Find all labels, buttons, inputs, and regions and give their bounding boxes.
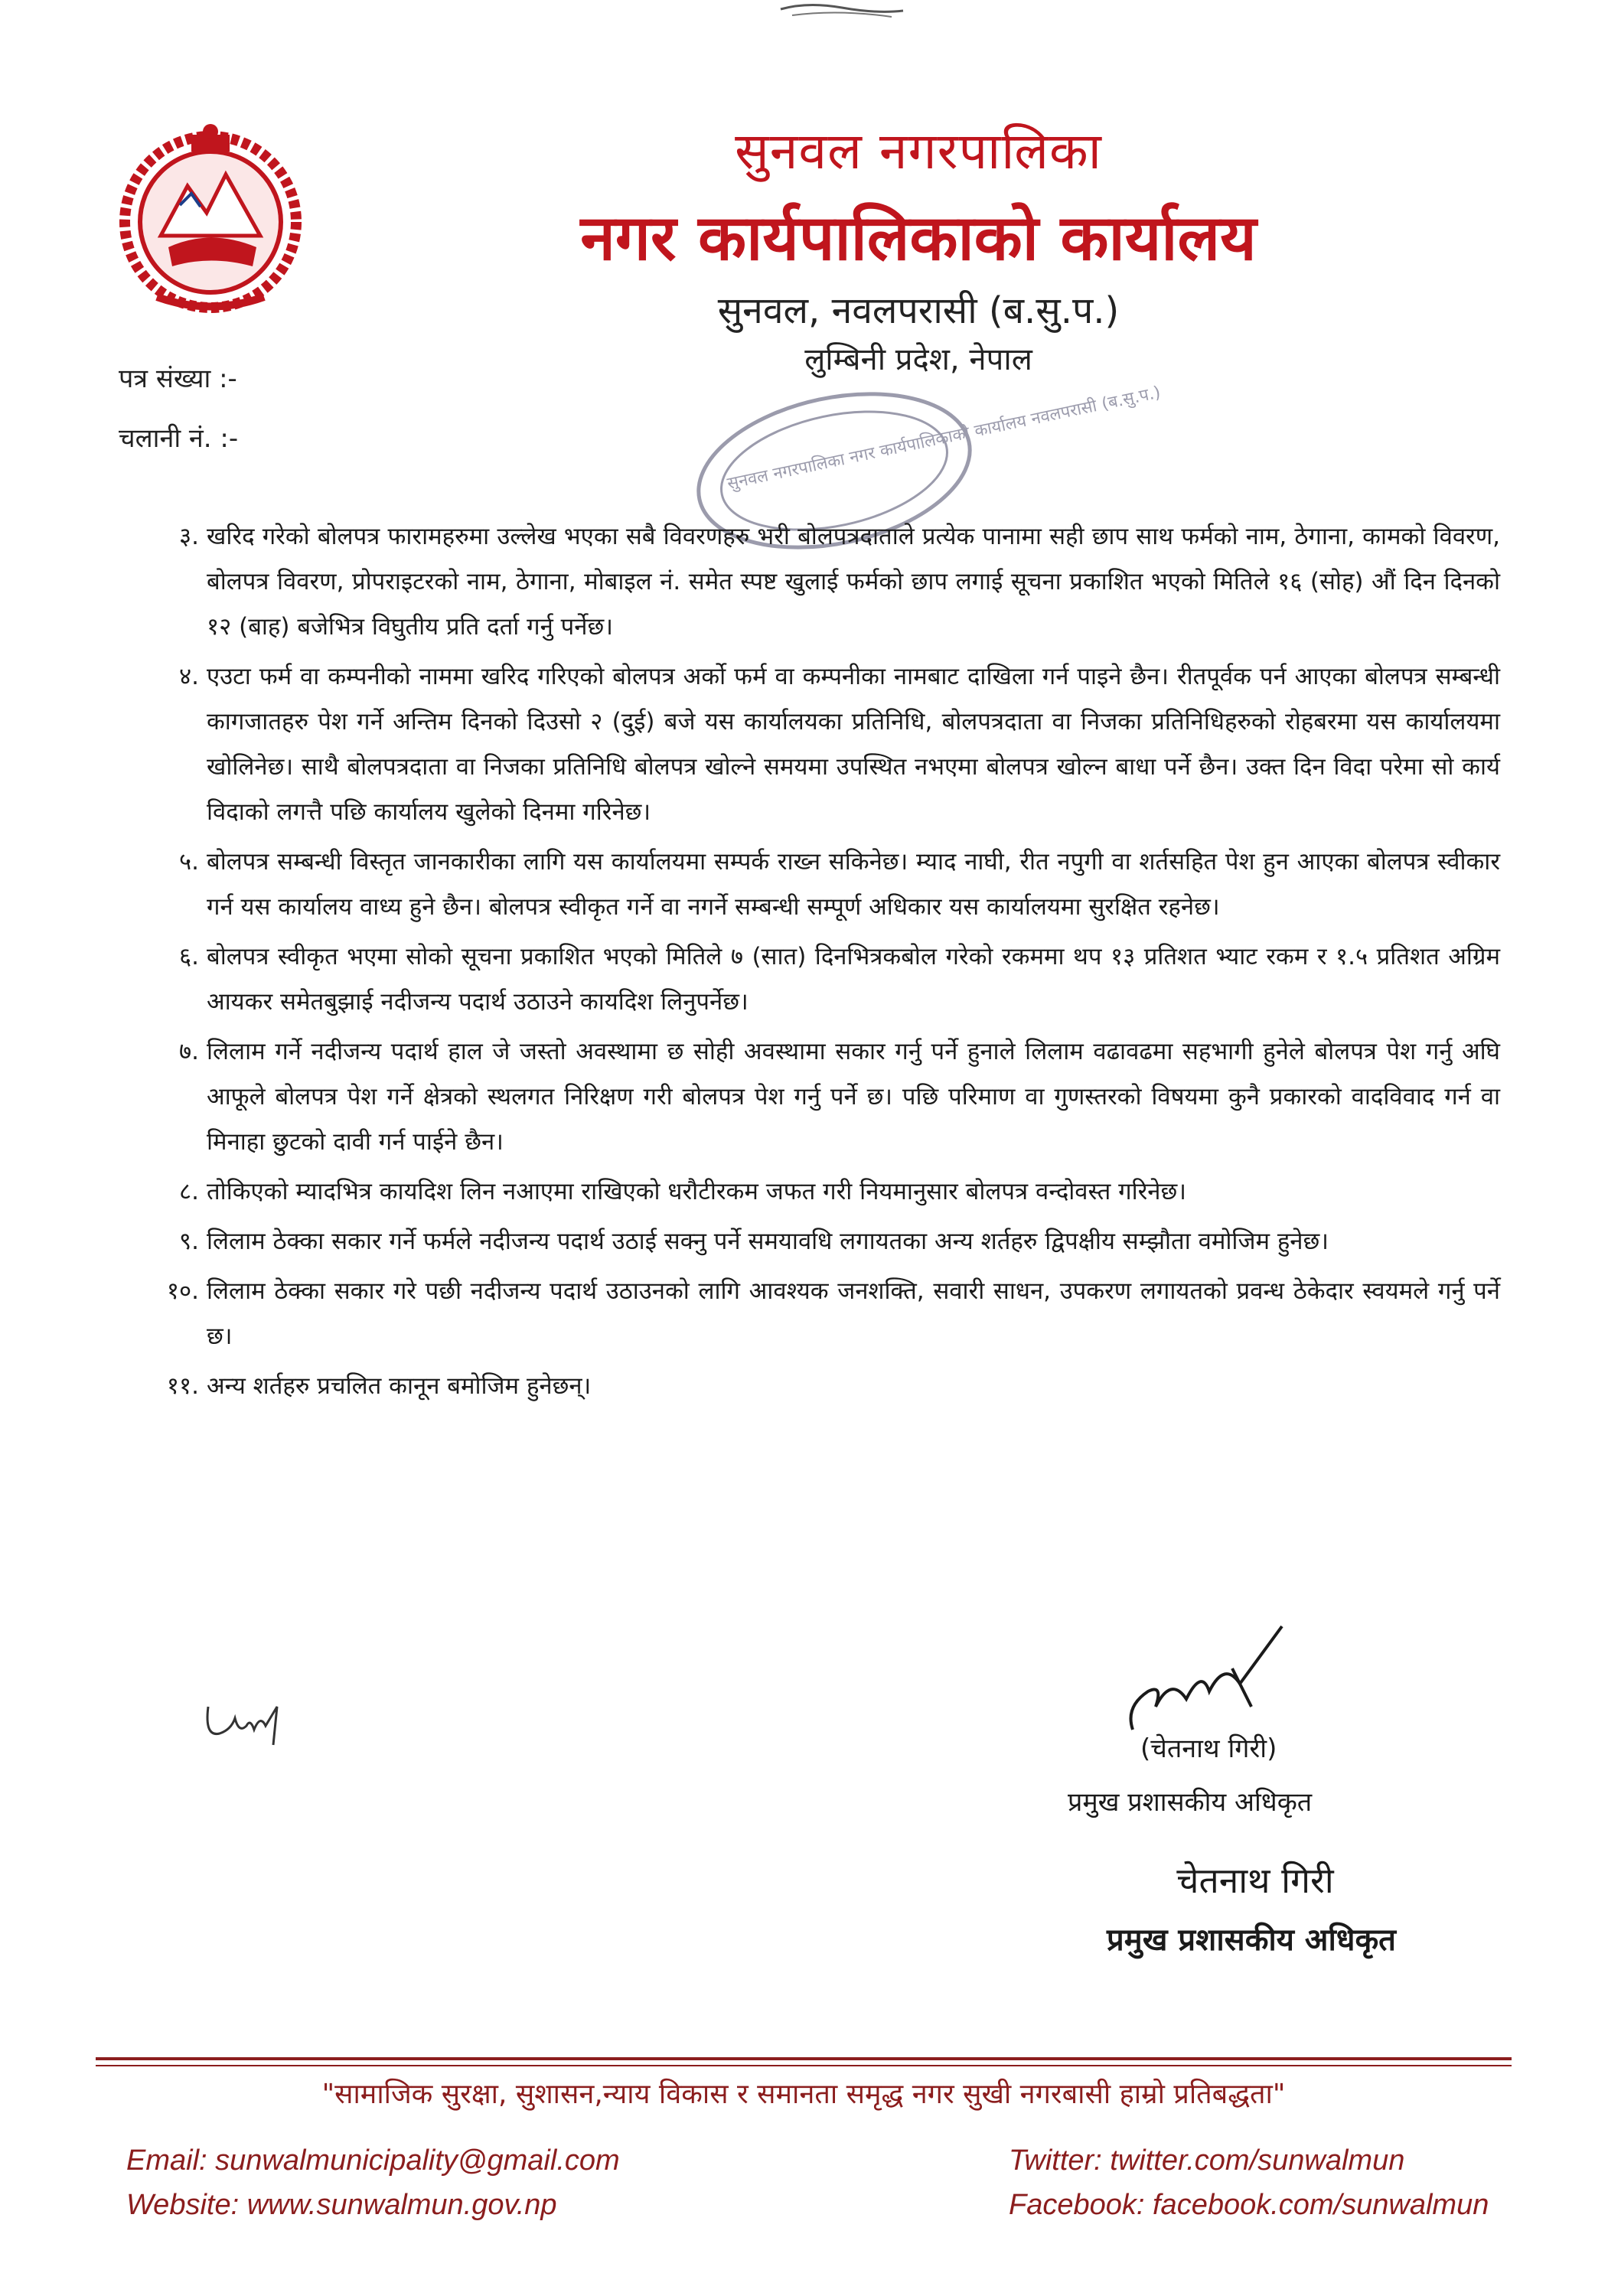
footer-twitter: Twitter: twitter.com/sunwalmun — [1009, 2144, 1405, 2177]
item-text: खरिद गरेको बोलपत्र फारामहरुमा उल्लेख भएका सबै विवरणहरु भरी बोलपत्रदाताले प्रत्येक पानामा सही छाप साथ फर्मको नाम, ठेगाना, कामको विवरण, बोलपत्र विवरण, प्रोपराइटरको नाम, ठेगाना, मोबाइल नं. समेत स्पष्ट खुलाई फर्मको छाप लगाई सूचना प्रकाशित भएको मितिले १६ (सोह) औं दिन दिनको १२ (बाह) बजेभित्र विघुतीय प्रति दर्ता गर्नु पर्नेछ। — [207, 523, 1500, 641]
item-text: एउटा फर्म वा कम्पनीको नाममा खरिद गरिएको बोलपत्र अर्को फर्म वा कम्पनीका नामबाट दाखिला गर्न पाइने छैन। रीतपूर्वक पर्न आएका बोलपत्र सम्बन्धी कागजातहरु पेश गर्ने अन्तिम दिनको दिउसो २ (दुई) बजे यस कार्यालयका प्रतिनिधि, बोलपत्रदाता वा निजका प्रतिनिधिहरुको रोहबरमा यस कार्यालयमा खोलिनेछ। साथै बोलपत्रदाता वा निजका प्रतिनिधि बोलपत्र खोल्ने समयमा उपस्थित नभएमा बोलपत्र खोल्न बाधा पर्ने छैन। उक्त दिन विदा परेमा सो कार्य विदाको लगत्तै पछि कार्यालय खुलेको दिनमा गरिनेछ। — [207, 663, 1500, 826]
list-item — [179, 1169, 1500, 1215]
item-number: ४. — [179, 663, 199, 690]
item-number: ८. — [179, 1178, 199, 1205]
footer-divider — [96, 2057, 1512, 2060]
stamp-text: सुनवल नगरपालिका नगर कार्यपालिकाको कार्यालय नवलपरासी (ब.सु.प.) — [726, 383, 1163, 494]
office-name: नगर कार्यपालिकाको कार्यालय — [580, 202, 1257, 275]
signer-name: (चेतनाथ गिरी) — [1140, 1733, 1277, 1764]
letter-number-label: पत्र संख्या :- — [119, 364, 237, 394]
initials-signature — [201, 1691, 292, 1753]
item-number: ११. — [166, 1372, 199, 1400]
title-stamp: प्रमुख प्रशासकीय अधिकृत — [1107, 1923, 1396, 1958]
item-text: बोलपत्र स्वीकृत भएमा सोको सूचना प्रकाशित भएको मितिले ७ (सात) दिनभित्रकबोल गरेको रकममा थप १३ प्रतिशत भ्याट रकम र १.५ प्रतिशत अग्रिम आयकर समेतबुझाई नदीजन्य पदार्थ उठाउने कायदिश लिनुपर्नेछ। — [207, 943, 1500, 1016]
item-number: ७. — [179, 1038, 199, 1065]
list-item — [166, 1364, 1500, 1409]
item-number: ३. — [179, 523, 199, 550]
nepal-emblem-icon — [115, 121, 306, 321]
item-text: लिलाम गर्ने नदीजन्य पदार्थ हाल जे जस्तो अवस्थामा छ सोही अवस्थामा सकार गर्नु पर्ने हुनाले लिलाम वढावढमा सहभागी हुनेले बोलपत्र पेश गर्नु अघि आफूले बोलपत्र पेश गर्ने क्षेत्रको स्थलगत निरिक्षण गरी बोलपत्र पेश गर्नु पर्ने छ। पछि परिमाण वा गुणस्तरको विषयमा कुनै प्रकारको वादविवाद गर्न वा मिनाहा छुटको दावी गर्न पाईने छैन। — [207, 1038, 1500, 1156]
item-number: ९. — [179, 1228, 199, 1255]
terms-list — [166, 514, 1500, 1414]
footer-slogan: "सामाजिक सुरक्षा, सुशासन,न्याय विकास र समानता समृद्ध नगर सुखी नगरबासी हाम्रो प्रतिबद्धता" — [321, 2079, 1286, 2110]
list-item — [179, 1219, 1500, 1264]
item-number: १०. — [166, 1277, 199, 1305]
address-line2: लुम्बिनी प्रदेश, नेपाल — [804, 342, 1032, 377]
item-text: बोलपत्र सम्बन्धी विस्तृत जानकारीका लागि यस कार्यालयमा सम्पर्क राख्न सकिनेछ। म्याद नाघी, रीत नपुगी वा शर्तसहित पेश हुन आएका बोलपत्र स्वीकार गर्न यस कार्यालय वाध्य हुने छैन। बोलपत्र स्वीकृत गर्ने वा नगर्ने सम्बन्धी सम्पूर्ण अधिकार यस कार्यालयमा सुरक्षित रहनेछ। — [207, 848, 1500, 921]
item-text: लिलाम ठेक्का सकार गर्ने फर्मले नदीजन्य पदार्थ उठाई सक्नु पर्ने समयावधि लगायतका अन्य शर्तहरु द्विपक्षीय सम्झौता वमोजिम हुनेछ। — [207, 1228, 1329, 1255]
list-item — [179, 514, 1500, 650]
footer-email: Email: sunwalmunicipality@gmail.com — [126, 2144, 620, 2177]
item-number: ६. — [179, 943, 199, 970]
list-item — [179, 934, 1500, 1025]
footer-website: Website: www.sunwalmun.gov.np — [126, 2189, 557, 2221]
footer-divider-thin — [96, 2065, 1512, 2066]
dispatch-number-label: चलानी नं. :- — [119, 423, 239, 454]
address-line1: सुनवल, नवलपरासी (ब.सु.प.) — [717, 289, 1120, 332]
item-text: लिलाम ठेक्का सकार गरे पछी नदीजन्य पदार्थ उठाउनको लागि आवश्यक जनशक्ति, सवारी साधन, उपकरण लगायतको प्रवन्ध ठेकेदार स्वयमले गर्नु पर्ने छ। — [207, 1277, 1500, 1350]
list-item — [179, 840, 1500, 930]
item-text: अन्य शर्तहरु प्रचलित कानून बमोजिम हुनेछन्। — [207, 1372, 592, 1400]
item-text: तोकिएको म्यादभित्र कायदिश लिन नआएमा राखिएको धरौटीरकम जफत गरी नियमानुसार बोलपत्र वन्दोवस्त गरिनेछ। — [207, 1178, 1186, 1205]
name-stamp: चेतनाथ गिरी — [1176, 1860, 1334, 1901]
top-stamp-mark — [777, 0, 907, 23]
item-number: ५. — [179, 848, 199, 876]
list-item — [179, 654, 1500, 835]
footer-facebook: Facebook: facebook.com/sunwalmun — [1009, 2189, 1489, 2221]
municipality-name: सुनवल नगरपालिका — [735, 122, 1102, 181]
list-item — [179, 1029, 1500, 1165]
officer-signature — [1117, 1623, 1293, 1745]
signer-title: प्रमुख प्रशासकीय अधिकृत — [1068, 1787, 1313, 1818]
list-item — [166, 1269, 1500, 1359]
